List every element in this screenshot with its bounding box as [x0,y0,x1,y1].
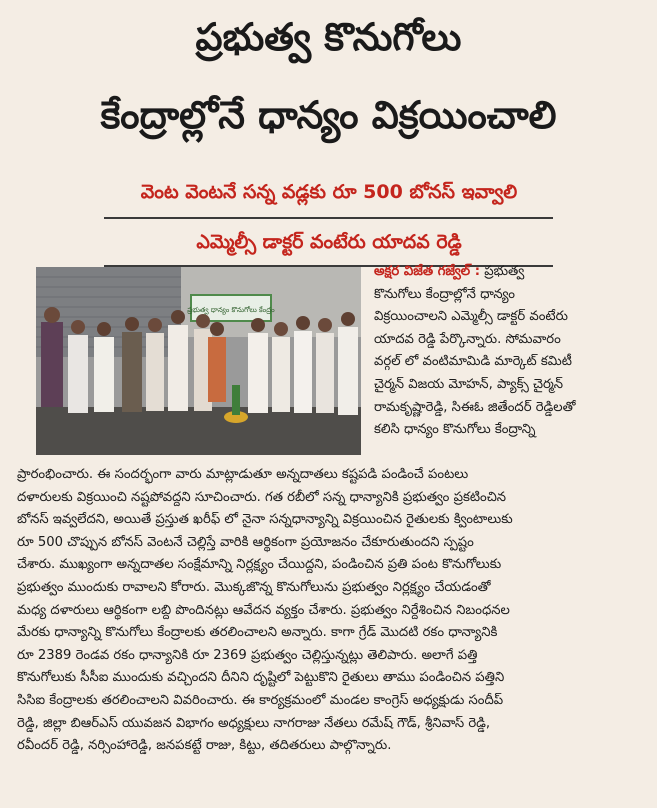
article-body [17,464,640,758]
article-line: రెడ్డి, జిల్లా బిఆర్ఎస్ యువజన విభాగం అధ్యక్షులు నాగరాజు నేతలు రమేష్ గౌడ్, శ్రీనివాస్ రెడ్డి, [17,715,491,731]
article-line: కలిసి ధాన్యం కొనుగోలు కేంద్రాన్ని [374,422,536,438]
newspaper-clipping [9,9,648,790]
article-line: దళారులకు విక్రయించి నష్టపోవద్దని సూచించారు. గత రబీలో సన్న ధాన్యానికి ప్రభుత్వం ప్రకటించిన [17,489,507,505]
article-line: మధ్య దళారులు ఆర్థికంగా లబ్ది పొందినట్లు ఆవేదన వ్యక్తం చేశారు. ప్రభుత్వం నిర్దేశించిన నిబంధనల [17,602,510,618]
headline-line-1: ప్రభుత్వ కొనుగోలు [195,15,462,59]
subheading-underline [104,217,553,219]
article-line: కొనుగోలు కేంద్రాల్లోనే ధాన్యం [374,286,515,302]
article-line: యాదవ రెడ్డి పేర్కొన్నారు. సోమవారం [374,331,561,347]
article-line: రూ 2389 రెండవ రకం ధాన్యానికి రూ 2369 ప్రభుత్వం చెల్లిస్తున్నట్లు తెలిపారు. అలాగే పత్తి [17,647,478,663]
article-line: మేరకు ధాన్యాన్ని కొనుగోలు కేంద్రాలకు తరలించాలని అన్నారు. కాగా గ్రేడ్ మొదటి రకం ధాన్యానికి [17,625,498,641]
article-line-text: ప్రభుత్వ [484,264,525,279]
photo-banner-text: ప్రభుత్వ ధాన్యం కొనుగోలు కేంద్రం [187,306,275,314]
article-line: చైర్మన్ విజయ మోహన్, ప్యాక్స్ చైర్మన్ [374,376,564,392]
news-photo-illustration [36,267,361,455]
article-line: వర్గల్ లో వంటిమామిడి మార్కెట్ కమిటీ [374,354,572,370]
headline-line-2: కేంద్రాల్లోనే ధాన్యం విక్రయించాలి [100,93,557,137]
article-line: సిసిఐ కేంద్రాలకు తరలించాలని వివరించారు. ఈ కార్యక్రమంలో మండల కాంగ్రెస్ అధ్యక్షుడు సందీప్ [17,692,504,708]
subheading-mlc-name: ఎమ్మెల్సీ డాక్టర్ వంటేరు యాదవ రెడ్డి [196,231,462,253]
article-line: రవీందర్ రెడ్డి, నర్సింహారెడ్డి, జనపకట్టే రాజు, కిట్టు, తదితరులు పాల్గొన్నారు. [17,738,392,754]
article-line: కొనుగోలుకు సీసీఐ ముందుకు వచ్చిందని దీనిని దృష్టిలో పెట్టుకొని రైతులు తాము పండించిన పత్తిని [17,670,505,686]
article-line: విక్రయించాలని ఎమ్మెల్సీ డాక్టర్ వంటేరు [374,309,568,325]
article-line: బోనస్ ఇవ్వలేదని, అయితే ప్రస్తుత ఖరీఫ్ లో నైనా సన్నధాన్యాన్ని విక్రయించిన రైతులకు క్వింటాలుకు [17,512,513,528]
subheading-bonus: వెంట వెంటనే సన్న వడ్లకు రూ 500 బోనస్ ఇవ్వాలి [140,181,518,203]
article-line: ప్రభుత్వం ముందుకు రావాలని కోరారు. మొక్కజొన్న కొనుగోలును ప్రభుత్వం నిర్లక్ష్యం చేయడంతో [17,579,491,595]
news-photo [36,267,361,455]
article-dateline: అక్షర విజేత గజ్వేల్ : [374,264,480,279]
article-line: రూ 500 చొప్పున బోనస్ వెంటనే చెల్లిస్తే వారికి ఆర్థికంగా ప్రయోజనం చేకూరుతుందని స్పష్టం [17,534,474,550]
article-line [374,261,640,284]
article-right-column [374,261,640,442]
article-line: ప్రారంభించారు. ఈ సందర్భంగా వారు మాట్లాడుతూ అన్నదాతలు కష్టపడి పండించే పంటలు [17,467,469,482]
article-line: రామకృష్ణారెడ్డి, సిఈఓ జితేందర్ రెడ్డిలతో [374,399,576,415]
article-line: చేశారు. ముఖ్యంగా అన్నదాతల సంక్షేమాన్ని నిర్లక్ష్యం చేయిద్దని, పండించిన ప్రతి పంట కొనుగోలుకు [17,557,502,573]
